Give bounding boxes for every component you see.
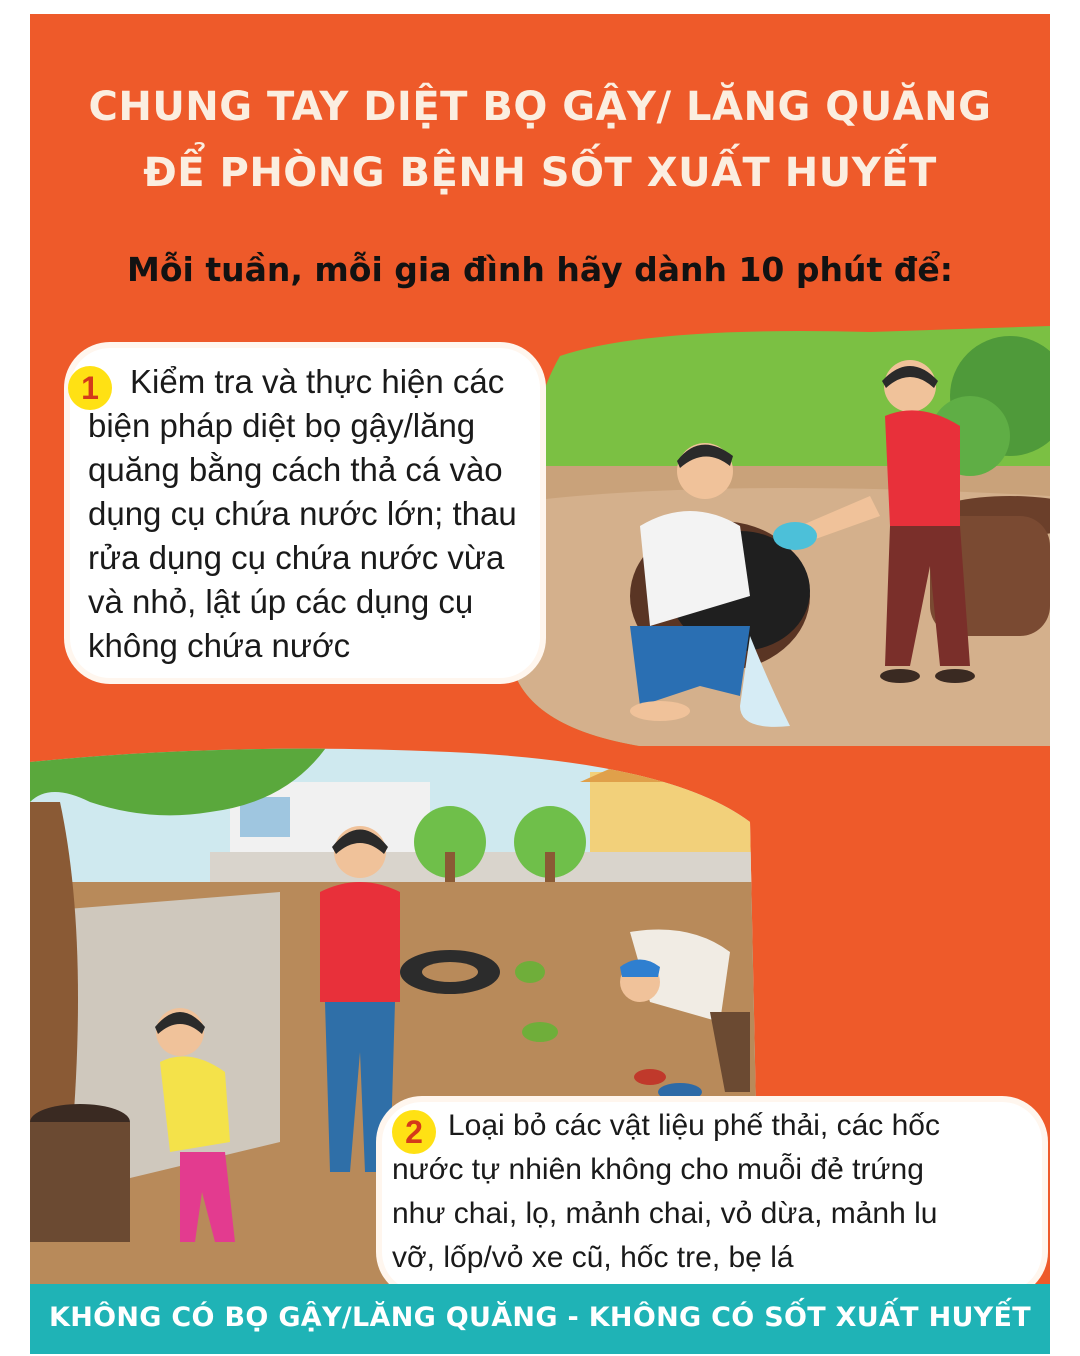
scene1-illustration (490, 326, 1050, 746)
step1-line: rửa dụng cụ chứa nước vừa (88, 539, 505, 576)
step1-line: và nhỏ, lật úp các dụng cụ (88, 583, 474, 620)
step1-line: biện pháp diệt bọ gậy/lăng (88, 407, 476, 444)
footer-band (30, 1284, 1050, 1354)
step1-line: Kiểm tra và thực hiện các (130, 363, 505, 400)
step2-line: Loại bỏ các vật liệu phế thải, các hốc (448, 1109, 940, 1142)
step2-number-badge: 2 (392, 1110, 436, 1154)
step2-text (392, 1104, 1042, 1280)
poster-title-line-1: CHUNG TAY DIỆT BỌ GẬY/ LĂNG QUĂNG (88, 84, 992, 130)
step1-line: quăng bằng cách thả cá vào (88, 451, 503, 488)
step1-number-badge: 1 (68, 366, 112, 410)
step2-line: như chai, lọ, mảnh chai, vỏ dừa, mảnh lu (392, 1197, 938, 1230)
step2-line: vỡ, lốp/vỏ xe cũ, hốc tre, bẹ lá (392, 1241, 794, 1274)
poster-subtitle: Mỗi tuần, mỗi gia đình hãy dành 10 phút để: (127, 250, 953, 289)
step2-line: nước tự nhiên không cho muỗi đẻ trứng (392, 1153, 924, 1186)
step1-line: dụng cụ chứa nước lớn; thau (88, 495, 517, 532)
poster (30, 14, 1050, 1354)
poster-title-line-2: ĐỂ PHÒNG BỆNH SỐT XUẤT HUYẾT (143, 150, 937, 196)
step1-line: không chứa nước (88, 627, 351, 664)
footer-slogan: KHÔNG CÓ BỌ GẬY/LĂNG QUĂNG - KHÔNG CÓ SỐT XUẤT HUYẾT (49, 1302, 1031, 1333)
step1-text (88, 360, 558, 668)
